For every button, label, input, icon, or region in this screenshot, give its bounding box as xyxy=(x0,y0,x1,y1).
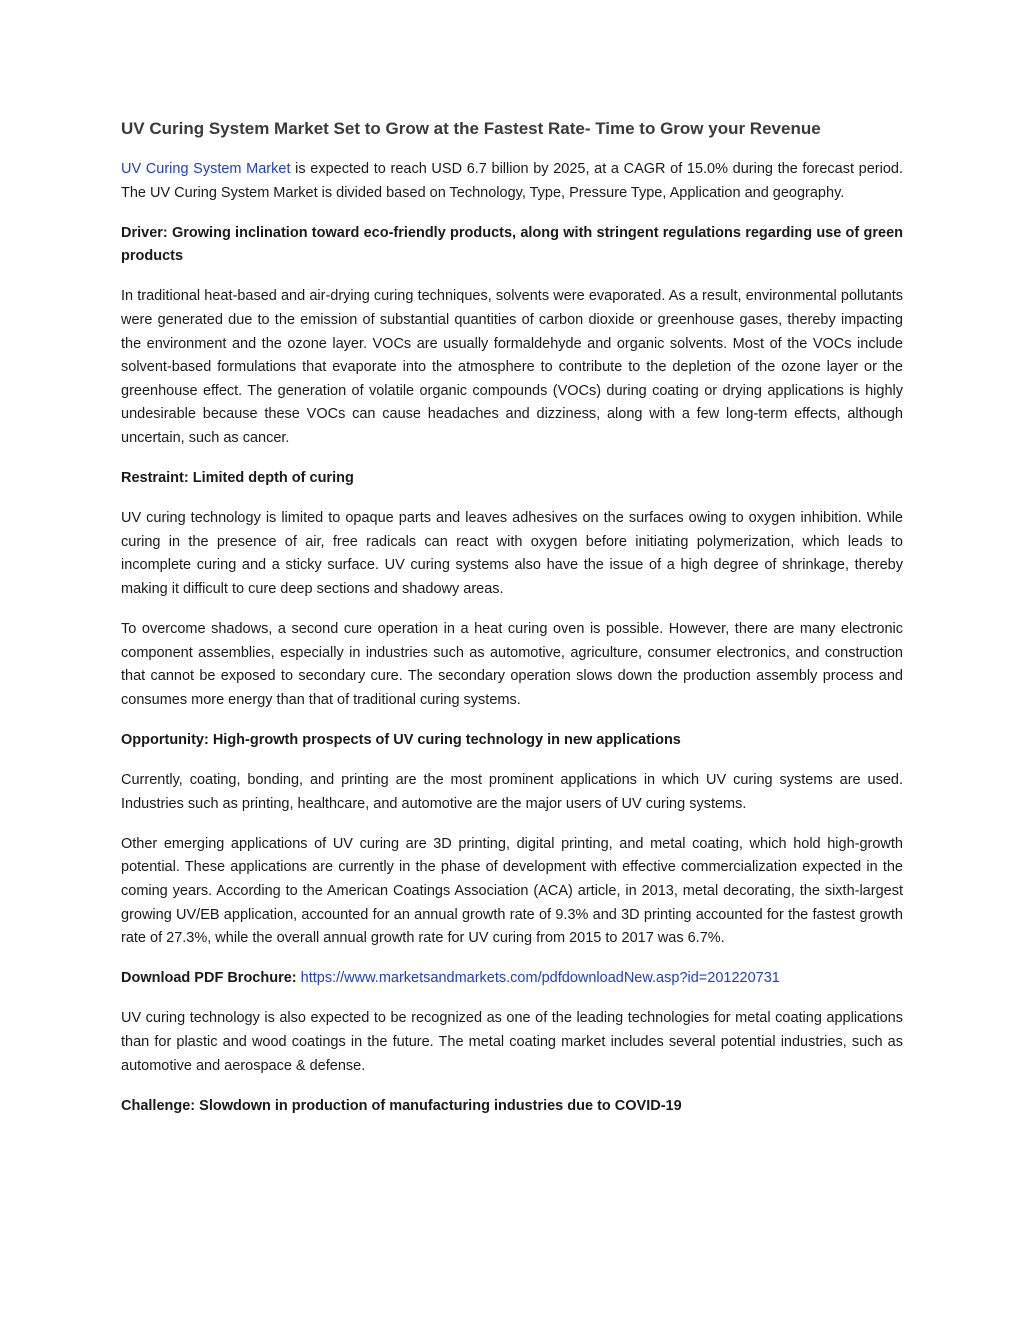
restraint-paragraph-2: To overcome shadows, a second cure operation in a heat curing oven is possible. However, there are many electronic component assemblies, especially in industries such as automotive, agriculture, consumer electronics, and construction that cannot be exposed to secondary cure. The secondary operation slows down the production assembly process and consumes more energy than that of traditional curing systems. xyxy=(121,621,903,708)
opportunity-heading: Opportunity: High-growth prospects of UV curing technology in new applications xyxy=(121,731,681,748)
opportunity-paragraph-1: Currently, coating, bonding, and printing are the most prominent applications in which UV curing systems are used. Industries such as printing, healthcare, and automotive are the major users of UV curing systems. xyxy=(121,772,903,812)
uv-curing-market-link[interactable]: UV Curing System Market xyxy=(121,161,291,178)
document-title: UV Curing System Market Set to Grow at the Fastest Rate- Time to Grow your Revenue xyxy=(121,119,821,138)
brochure-label: Download PDF Brochure: xyxy=(121,970,297,987)
brochure-link[interactable]: https://www.marketsandmarkets.com/pdfdownloadNew.asp?id=201220731 xyxy=(300,970,780,987)
document-page xyxy=(121,118,903,1135)
challenge-heading: Challenge: Slowdown in production of manufacturing industries due to COVID-19 xyxy=(121,1097,682,1114)
brochure-paragraph xyxy=(121,967,903,991)
metal-coating-paragraph: UV curing technology is also expected to be recognized as one of the leading technologies for metal coating applications than for plastic and wood coatings in the future. The metal coating market includes several potential industries, such as automotive and aerospace & defense. xyxy=(121,1010,903,1074)
intro-paragraph xyxy=(121,158,903,205)
intro-text: is expected to reach USD 6.7 billion by 2025, at a CAGR of 15.0% during the forecast period. The UV Curing System Market is divided based on Technology, Type, Pressure Type, Application and geography. xyxy=(121,161,903,201)
driver-heading: Driver: Growing inclination toward eco-friendly products, along with stringent regulations regarding use of green products xyxy=(121,224,903,265)
driver-paragraph: In traditional heat-based and air-drying curing techniques, solvents were evaporated. As a result, environmental pollutants were generated due to the emission of substantial quantities of carbon dioxide or greenhouse gases, thereby impacting the environment and the ozone layer. VOCs are usually formaldehyde and organic solvents. Most of the VOCs include solvent-based formulations that evaporate into the atmosphere to contribute to the depletion of the ozone layer or the greenhouse effect. The generation of volatile organic compounds (VOCs) during coating or drying applications is highly undesirable because these VOCs can cause headaches and dizziness, along with a few long-term effects, although uncertain, such as cancer. xyxy=(121,288,903,447)
restraint-heading: Restraint: Limited depth of curing xyxy=(121,470,354,487)
restraint-paragraph-1: UV curing technology is limited to opaque parts and leaves adhesives on the surfaces owing to oxygen inhibition. While curing in the presence of air, free radicals can react with oxygen before initiating polymerization, which leads to incomplete curing and a sticky surface. UV curing systems also have the issue of a high degree of shrinkage, thereby making it difficult to cure deep sections and shadowy areas. xyxy=(121,510,903,597)
opportunity-paragraph-2: Other emerging applications of UV curing are 3D printing, digital printing, and metal coating, which hold high-growth potential. These applications are currently in the phase of development with effective commercialization expected in the coming years. According to the American Coatings Association (ACA) article, in 2013, metal decorating, the sixth-largest growing UV/EB application, accounted for an annual growth rate of 9.3% and 3D printing accounted for the fastest growth rate of 27.3%, while the overall annual growth rate for UV curing from 2015 to 2017 was 6.7%. xyxy=(121,835,903,947)
